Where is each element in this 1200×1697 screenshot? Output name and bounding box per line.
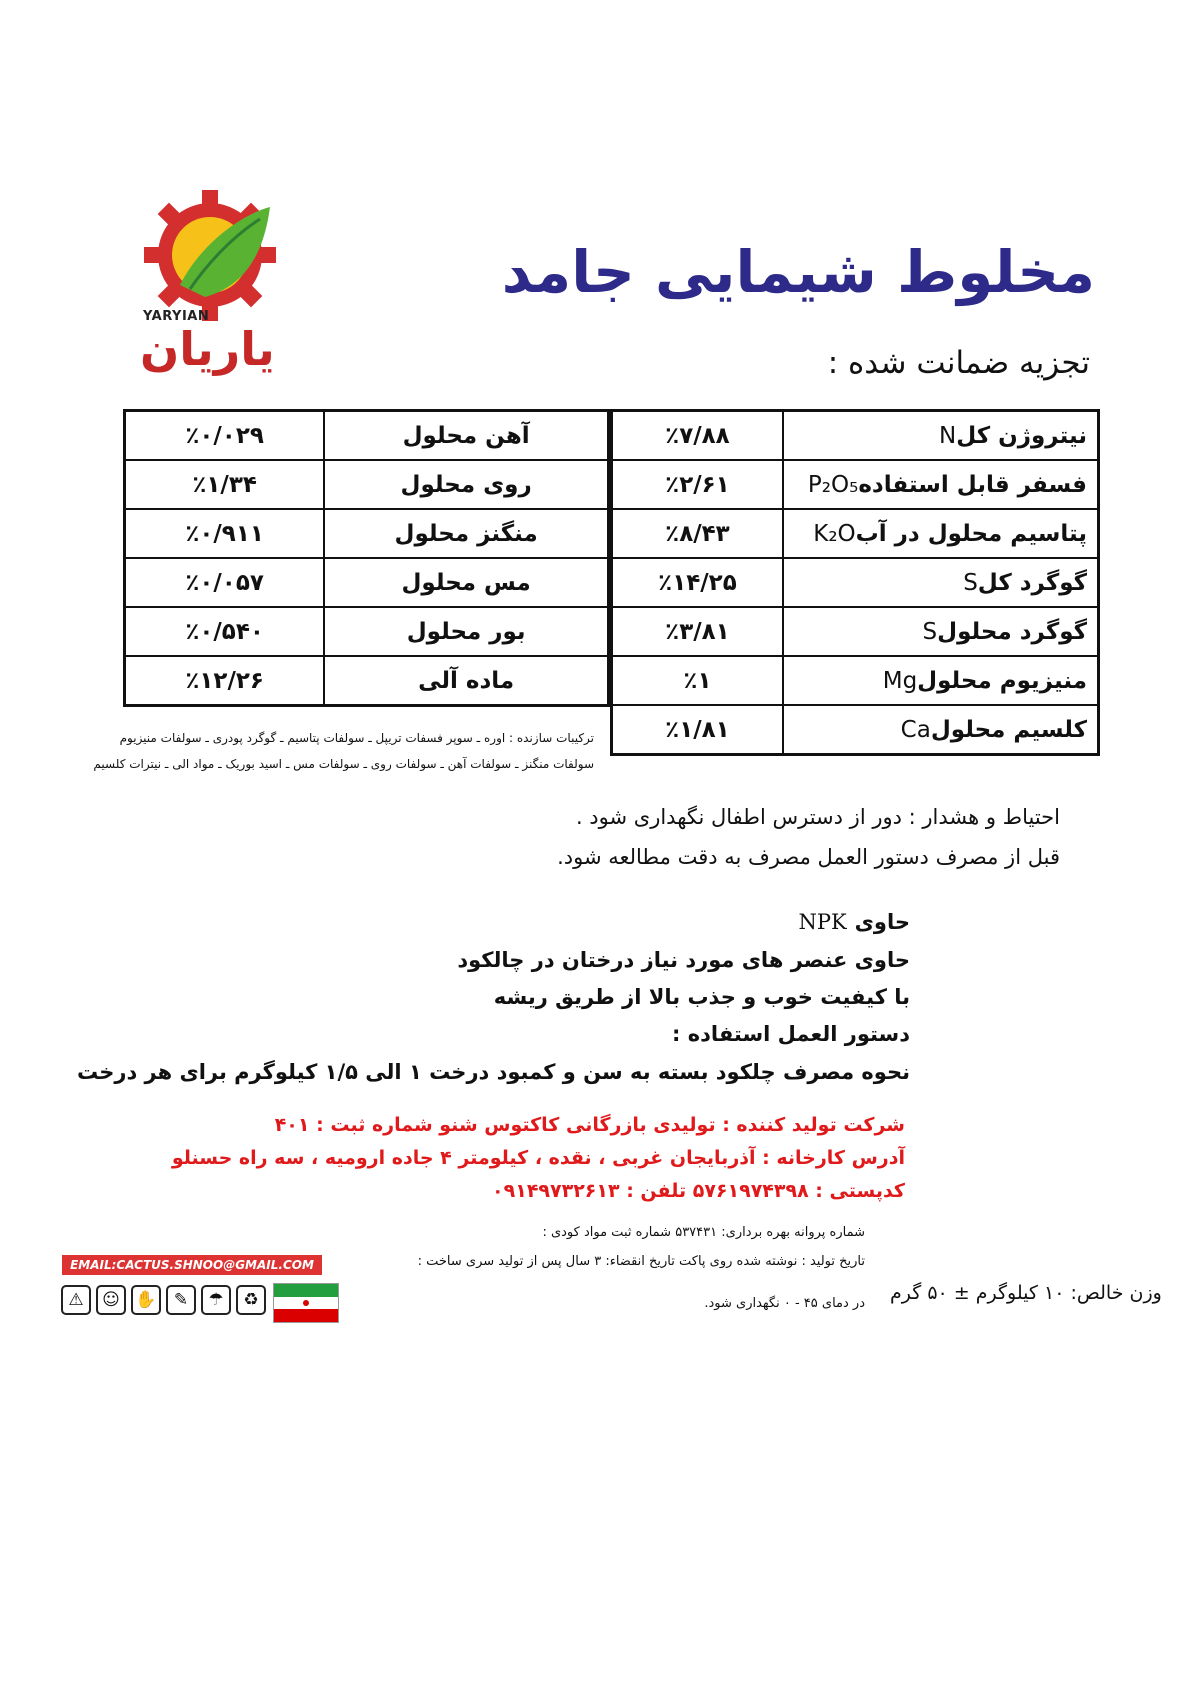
nutrient-label: منگنز محلول — [324, 509, 608, 558]
guaranteed-analysis-heading: تجزیه ضمانت شده : — [827, 345, 1090, 381]
gloves-icon: ✋ — [131, 1285, 161, 1315]
page-title: مخلوط شیمایی جامد — [501, 238, 1095, 306]
table-row — [125, 656, 609, 706]
logo-text-en: YARYIAN — [143, 309, 210, 324]
caution-line-2: قبل از مصرف دستور العمل مصرف به دقت مطالعه شود. — [557, 845, 1060, 869]
table-row — [125, 411, 609, 461]
feature-line-3: با کیفیت خوب و جذب بالا از طریق ریشه — [493, 985, 910, 1009]
nutrient-label: مس محلول — [324, 558, 608, 607]
nutrient-label: گوگرد کلS — [783, 558, 1099, 607]
net-weight: وزن خالص: ۱۰ کیلوگرم ± ۵۰ گرم — [890, 1282, 1162, 1304]
wash-hands-icon: ☂ — [201, 1285, 231, 1315]
nutrient-label: فسفر قابل استفادهP₂O₅ — [783, 460, 1099, 509]
logo-text-fa: یاریان — [140, 322, 275, 376]
spray-icon: ✎ — [166, 1285, 196, 1315]
nutrient-value: ٪۰/۵۴۰ — [125, 607, 325, 656]
nutrient-label: نیتروژن کلN — [783, 411, 1099, 461]
nutrient-value: ٪۲/۶۱ — [612, 460, 783, 509]
nutrient-label: آهن محلول — [324, 411, 608, 461]
production-dates: تاریخ تولید : نوشته شده روی پاکت تاریخ انقضاء: ۳ سال پس از تولید سری ساخت : — [417, 1254, 865, 1269]
nutrient-label: منیزیوم محلولMg — [783, 656, 1099, 705]
table-row — [612, 411, 1099, 461]
table-row — [612, 705, 1099, 755]
hazard-icon: ⚠ — [61, 1285, 91, 1315]
nutrient-value: ٪۳/۸۱ — [612, 607, 783, 656]
nutrient-label: کلسیم محلولCa — [783, 705, 1099, 755]
components-line-2: سولفات منگنز ـ سولفات آهن ـ سولفات روی ـ سولفات مس ـ اسید بوریک ـ مواد الی ـ نیترات کلسیم — [93, 757, 594, 771]
table-row — [612, 460, 1099, 509]
factory-address: آدرس کارخانه : آذربایجان غربی ، نقده ، کیلومتر ۴ جاده ارومیه ، سه راه حسنلو — [171, 1147, 905, 1169]
disposal-icon: ♻ — [236, 1285, 266, 1315]
nutrient-value: ٪۱/۸۱ — [612, 705, 783, 755]
table-row — [125, 460, 609, 509]
nutrient-value: ٪۷/۸۸ — [612, 411, 783, 461]
safety-icons — [61, 1285, 266, 1317]
nutrient-value: ٪۱۴/۲۵ — [612, 558, 783, 607]
nutrient-table-left — [123, 409, 610, 707]
nutrient-label: بور محلول — [324, 607, 608, 656]
company-name: شرکت تولید کننده : تولیدی بازرگانی کاکتوس شنو شماره ثبت : ۴۰۱ — [274, 1114, 905, 1136]
table-row — [125, 509, 609, 558]
nutrient-value: ٪۰/۰۲۹ — [125, 411, 325, 461]
nutrient-value: ٪۰/۹۱۱ — [125, 509, 325, 558]
iran-flag-icon — [273, 1283, 339, 1323]
caution-line-1: احتیاط و هشدار : دور از دسترس اطفال نگهداری شود . — [575, 805, 1060, 829]
postal-and-phone: کدپستی : ۵۷۶۱۹۷۴۳۹۸ تلفن : ۰۹۱۴۹۷۳۲۶۱۳ — [492, 1180, 905, 1202]
table-row — [125, 607, 609, 656]
email-banner: EMAIL:CACTUS.SHNOO@GMAIL.COM — [62, 1255, 322, 1275]
nutrient-label: گوگرد محلولS — [783, 607, 1099, 656]
nutrient-value: ٪۰/۰۵۷ — [125, 558, 325, 607]
nutrient-label: ماده آلی — [324, 656, 608, 706]
nutrient-label: پتاسیم محلول در آبK₂O — [783, 509, 1099, 558]
mask-icon: ☺ — [96, 1285, 126, 1315]
feature-npk: حاویNPK — [798, 910, 910, 934]
usage-instructions: نحوه مصرف چلکود بسته به سن و کمبود درخت ۱ الی ۱/۵ کیلوگرم برای هر درخت — [76, 1060, 910, 1084]
nutrient-value: ٪۱۲/۲۶ — [125, 656, 325, 706]
table-row — [125, 558, 609, 607]
nutrient-table-right — [610, 409, 1100, 756]
table-row — [612, 656, 1099, 705]
usage-instructions-heading: دستور العمل استفاده : — [672, 1022, 910, 1046]
nutrient-value: ٪۸/۴۳ — [612, 509, 783, 558]
nutrient-value: ٪۱/۳۴ — [125, 460, 325, 509]
license-number: شماره پروانه بهره برداری: ۵۳۷۴۳۱ شماره ثبت مواد کودی : — [542, 1225, 865, 1240]
table-row — [612, 558, 1099, 607]
storage-temperature: در دمای ۴۵ - ۰ نگهداری شود. — [704, 1296, 865, 1311]
table-row — [612, 607, 1099, 656]
nutrient-value: ٪۱ — [612, 656, 783, 705]
table-row — [612, 509, 1099, 558]
feature-line-2: حاوی عنصر های مورد نیاز درختان در چالکود — [457, 948, 910, 972]
nutrient-label: روی محلول — [324, 460, 608, 509]
components-line-1: ترکیبات سازنده : اوره ـ سوپر فسفات تریپل ـ سولفات پتاسیم ـ گوگرد پودری ـ سولفات منیزیوم — [119, 731, 594, 745]
